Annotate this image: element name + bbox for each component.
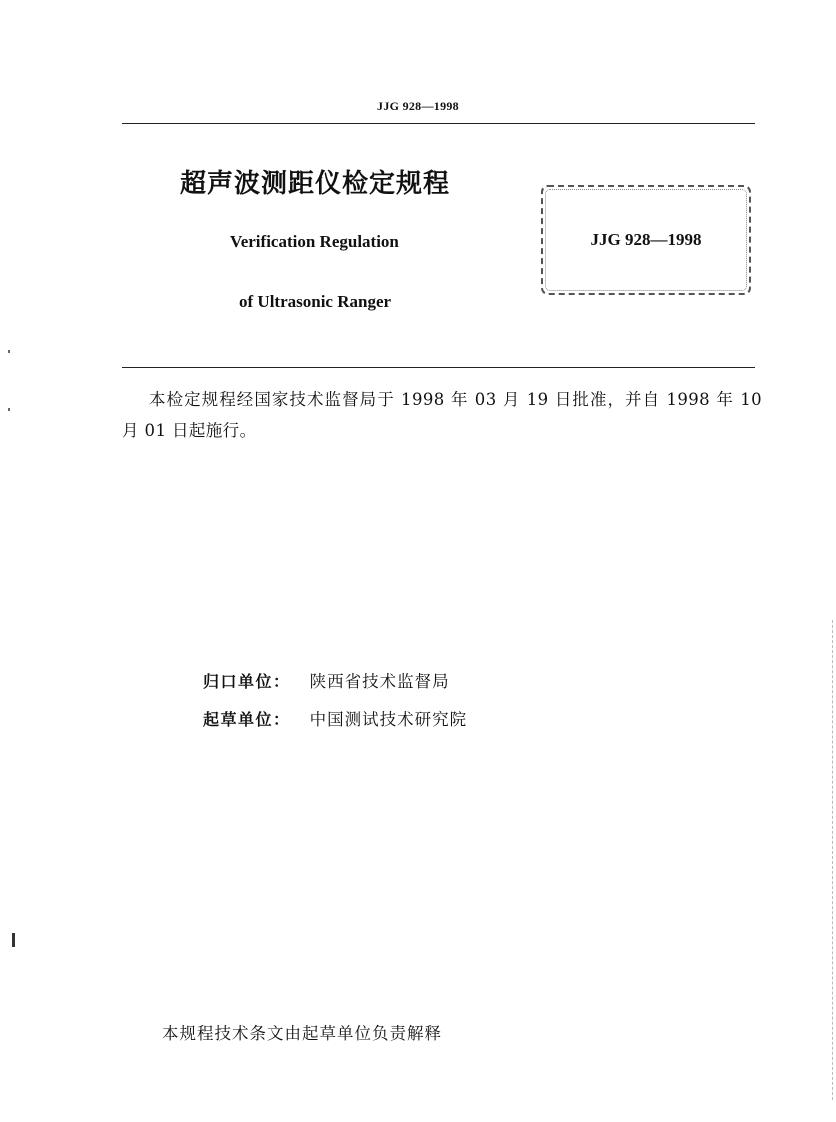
unit-value: 中国测试技术研究院 [309, 710, 468, 729]
title-english-line2: of Ultrasonic Ranger [239, 292, 392, 311]
header-divider [122, 123, 755, 124]
approval-statement: 本检定规程经国家技术监督局于 1998 年 03 月 19 日批准，并自 1998 年 10 月 01 日起施行。 [122, 390, 762, 440]
interpretation-note: 本规程技术条文由起草单位负责解释 [162, 1024, 442, 1043]
stamp-code: JJG 928—1998 [590, 230, 702, 249]
scan-mark [12, 933, 15, 947]
header-code: JJG 928—1998 [377, 99, 459, 113]
title-divider [122, 367, 755, 368]
unit-value: 陕西省技术监督局 [309, 672, 450, 691]
title-english-line1: Verification Regulation [230, 232, 399, 251]
scan-speck [8, 350, 10, 353]
unit-row-centralized [203, 668, 450, 692]
scan-edge-line [832, 620, 833, 1100]
unit-row-drafting [203, 706, 467, 730]
scan-speck [8, 408, 10, 411]
unit-label: 归口单位： [203, 672, 291, 691]
title-chinese: 超声波测距仪检定规程 [180, 169, 451, 199]
unit-label: 起草单位： [203, 710, 291, 729]
